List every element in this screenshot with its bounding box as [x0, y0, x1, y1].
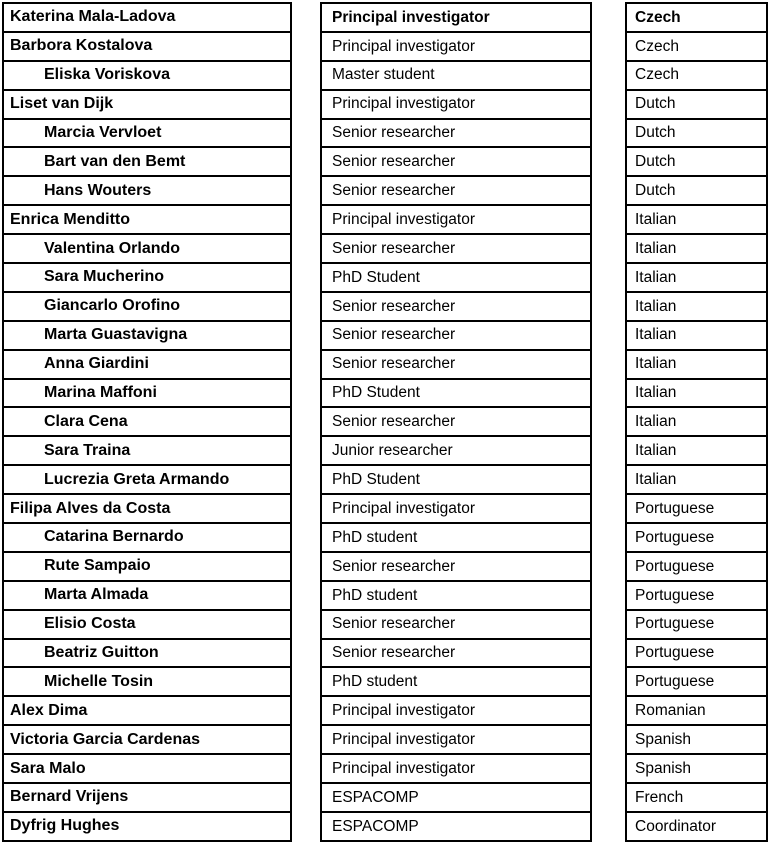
name-cell: Katerina Mala-Ladova: [2, 2, 292, 33]
name-cell: Sara Traina: [2, 435, 292, 466]
role-cell: Senior researcher: [320, 609, 592, 640]
staff-table: [2, 2, 768, 842]
name-cell: Anna Giardini: [2, 349, 292, 380]
name-cell: Rute Sampaio: [2, 551, 292, 582]
role-cell: Principal investigator: [320, 2, 592, 33]
nationality-cell: Dutch: [625, 146, 768, 177]
role-cell: Senior researcher: [320, 175, 592, 206]
role-cell: Senior researcher: [320, 349, 592, 380]
name-cell: Alex Dima: [2, 695, 292, 726]
nationality-cell: French: [625, 782, 768, 813]
role-cell: ESPACOMP: [320, 782, 592, 813]
nationality-cell: Dutch: [625, 118, 768, 149]
nationality-cell: Dutch: [625, 175, 768, 206]
nationality-cell: Italian: [625, 464, 768, 495]
nationality-cell: Portuguese: [625, 609, 768, 640]
role-cell: ESPACOMP: [320, 811, 592, 842]
name-cell: Elisio Costa: [2, 609, 292, 640]
role-cell: Senior researcher: [320, 118, 592, 149]
role-cell: PhD student: [320, 666, 592, 697]
name-cell: Filipa Alves da Costa: [2, 493, 292, 524]
role-cell: Senior researcher: [320, 551, 592, 582]
name-cell: Marcia Vervloet: [2, 118, 292, 149]
name-cell: Marta Guastavigna: [2, 320, 292, 351]
role-column: [320, 2, 592, 842]
role-cell: Principal investigator: [320, 31, 592, 62]
nationality-cell: Portuguese: [625, 522, 768, 553]
name-cell: Bernard Vrijens: [2, 782, 292, 813]
name-cell: Lucrezia Greta Armando: [2, 464, 292, 495]
name-cell: Michelle Tosin: [2, 666, 292, 697]
nationality-cell: Portuguese: [625, 493, 768, 524]
name-cell: Dyfrig Hughes: [2, 811, 292, 842]
nationality-column: [625, 2, 768, 842]
role-cell: PhD student: [320, 522, 592, 553]
role-cell: Junior researcher: [320, 435, 592, 466]
nationality-cell: Italian: [625, 435, 768, 466]
nationality-cell: Czech: [625, 31, 768, 62]
role-cell: PhD Student: [320, 378, 592, 409]
role-cell: Senior researcher: [320, 146, 592, 177]
nationality-cell: Spanish: [625, 753, 768, 784]
nationality-cell: Portuguese: [625, 638, 768, 669]
role-cell: PhD Student: [320, 262, 592, 293]
nationality-cell: Italian: [625, 406, 768, 437]
name-cell: Sara Mucherino: [2, 262, 292, 293]
nationality-cell: Italian: [625, 378, 768, 409]
name-cell: Marta Almada: [2, 580, 292, 611]
nationality-cell: Italian: [625, 233, 768, 264]
name-cell: Enrica Menditto: [2, 204, 292, 235]
role-cell: Senior researcher: [320, 638, 592, 669]
nationality-cell: Czech: [625, 2, 768, 33]
name-cell: Clara Cena: [2, 406, 292, 437]
nationality-cell: Romanian: [625, 695, 768, 726]
name-column: [2, 2, 292, 842]
name-cell: Eliska Voriskova: [2, 60, 292, 91]
nationality-cell: Dutch: [625, 89, 768, 120]
role-cell: Principal investigator: [320, 753, 592, 784]
name-cell: Valentina Orlando: [2, 233, 292, 264]
nationality-cell: Portuguese: [625, 666, 768, 697]
nationality-cell: Portuguese: [625, 580, 768, 611]
role-cell: Senior researcher: [320, 291, 592, 322]
nationality-cell: Spanish: [625, 724, 768, 755]
nationality-cell: Italian: [625, 291, 768, 322]
nationality-cell: Italian: [625, 320, 768, 351]
role-cell: PhD Student: [320, 464, 592, 495]
name-cell: Victoria Garcia Cardenas: [2, 724, 292, 755]
name-cell: Barbora Kostalova: [2, 31, 292, 62]
role-cell: Principal investigator: [320, 724, 592, 755]
role-cell: Principal investigator: [320, 493, 592, 524]
name-cell: Catarina Bernardo: [2, 522, 292, 553]
name-cell: Giancarlo Orofino: [2, 291, 292, 322]
role-cell: Senior researcher: [320, 233, 592, 264]
role-cell: Principal investigator: [320, 695, 592, 726]
name-cell: Sara Malo: [2, 753, 292, 784]
name-cell: Liset van Dijk: [2, 89, 292, 120]
nationality-cell: Italian: [625, 204, 768, 235]
role-cell: PhD student: [320, 580, 592, 611]
name-cell: Bart van den Bemt: [2, 146, 292, 177]
nationality-cell: Portuguese: [625, 551, 768, 582]
role-cell: Senior researcher: [320, 406, 592, 437]
role-cell: Senior researcher: [320, 320, 592, 351]
nationality-cell: Czech: [625, 60, 768, 91]
role-cell: Master student: [320, 60, 592, 91]
name-cell: Marina Maffoni: [2, 378, 292, 409]
nationality-cell: Italian: [625, 349, 768, 380]
nationality-cell: Coordinator: [625, 811, 768, 842]
role-cell: Principal investigator: [320, 204, 592, 235]
role-cell: Principal investigator: [320, 89, 592, 120]
nationality-cell: Italian: [625, 262, 768, 293]
name-cell: Hans Wouters: [2, 175, 292, 206]
name-cell: Beatriz Guitton: [2, 638, 292, 669]
